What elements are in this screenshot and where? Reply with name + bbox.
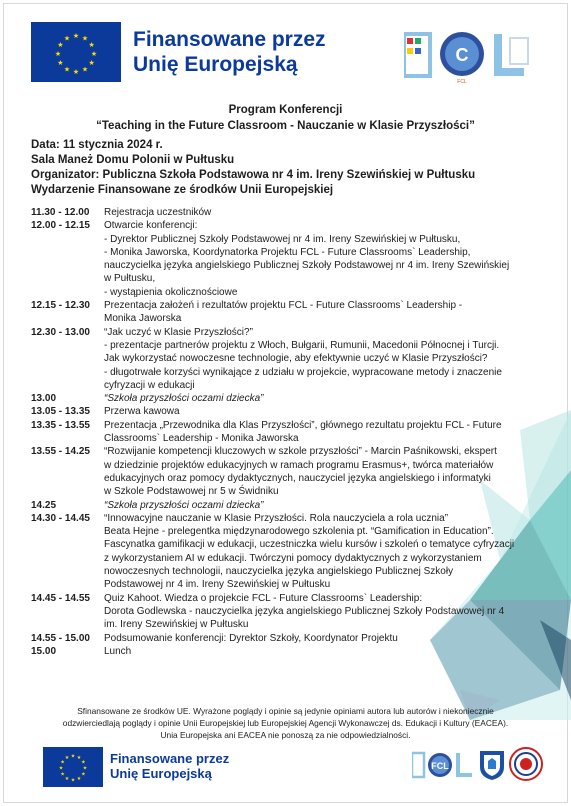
schedule-time: 14.30 - 14.45 xyxy=(31,512,90,524)
schedule-time: 13.55 - 14.25 xyxy=(31,446,90,458)
svg-text:★: ★ xyxy=(60,771,65,778)
schedule-line: Prezentacja „Przewodnika dla Klas Przyszłości”, głównego rezultatu projektu FCL - Future xyxy=(104,419,502,431)
schedule-row xyxy=(31,499,546,512)
schedule-line: “Innowacyjne nauczanie w Klasie Przyszłości. Rola nauczyciela a rola ucznia” xyxy=(104,512,449,524)
schedule-line: im. Ireny Szewińskiej w Pułtusku xyxy=(104,619,249,631)
footer-eu-funding-label xyxy=(110,751,229,781)
schedule-row xyxy=(31,219,546,299)
conference-organizer: Organizator: Publiczna Szkoła Podstawowa nr 4 im. Ireny Szewińskiej w Pułtusku xyxy=(31,169,476,181)
schedule-line: Classrooms` Leadership - Monika Jaworska xyxy=(104,433,299,445)
schedule-row xyxy=(31,299,546,326)
schedule-row xyxy=(31,445,546,498)
svg-text:★: ★ xyxy=(57,59,64,67)
footer-fcl-logo-caption: FCL xyxy=(431,761,449,771)
eu-flag-icon xyxy=(31,22,121,82)
schedule-line: - długotrwałe korzyści wynikające z udziału w projekcie, wypracowane metody i znaczenie xyxy=(104,366,502,378)
schedule-line: Prezentacja założeń i rezultatów projektu FCL - Future Classrooms` Leadership - xyxy=(104,300,463,312)
schedule-line: Fascynatka gamifikacji w edukacji, uczestniczka wielu kursów i szkoleń o tematyce cyfryzacji xyxy=(104,539,515,551)
schedule-row xyxy=(31,419,546,446)
svg-text:★: ★ xyxy=(54,50,62,58)
conference-funding: Wydarzenie Finansowane ze środków Unii Europejskiej xyxy=(31,184,334,196)
schedule-description xyxy=(104,645,546,658)
conference-info xyxy=(31,138,475,198)
schedule-line: Lunch xyxy=(104,645,132,657)
eu-funding-label xyxy=(133,27,326,77)
schedule-time: 12.30 - 13.00 xyxy=(31,326,90,338)
svg-text:★: ★ xyxy=(81,771,86,778)
schedule-line: w Pułtusku, xyxy=(104,273,156,285)
school-crest-icon xyxy=(478,749,506,781)
svg-text:★: ★ xyxy=(76,755,82,761)
schedule-line: Quiz Kahoot. Wiedza o projekcie FCL - Future Classrooms` Leadership: xyxy=(104,592,423,604)
schedule-line: - Monika Jaworska, Koordynatorka Projektu FCL - Future Classrooms` Leadership, xyxy=(104,246,471,258)
schedule-line: - wystąpienia okolicznościowe xyxy=(104,286,238,298)
schedule-time: 14.55 - 15.00 xyxy=(31,632,90,644)
svg-text:C: C xyxy=(455,45,469,65)
schedule-description xyxy=(104,632,546,645)
disclaimer-line: Unia Europejska ani EACEA nie ponoszą za nie odpowiedzialności. xyxy=(160,730,411,740)
schedule-description xyxy=(104,445,546,498)
schedule-description xyxy=(104,219,546,299)
school-emblem-icon xyxy=(509,747,543,781)
schedule-description xyxy=(104,419,546,446)
conference-date: Data: 11 stycznia 2024 r. xyxy=(31,139,163,151)
svg-text:★: ★ xyxy=(64,776,70,782)
schedule-description xyxy=(104,499,546,512)
conference-title: “Teaching in the Future Classroom - Nauczanie w Klasie Przyszłości” xyxy=(96,120,475,132)
schedule-time: 13.35 - 13.55 xyxy=(31,419,90,431)
conference-place: Sala Maneż Domu Polonii w Pułtusku xyxy=(31,154,235,166)
schedule-row xyxy=(31,645,546,658)
schedule-line: “Jak uczyć w Klasie Przyszłości?” xyxy=(104,326,253,338)
schedule-description xyxy=(104,206,546,219)
schedule-row xyxy=(31,206,546,219)
schedule-line: “Szkoła przyszłości oczami dziecka” xyxy=(104,499,264,511)
footer-eu-label-line1: Finansowane przez xyxy=(110,751,230,766)
schedule-line: Przerwa kawowa xyxy=(104,406,180,418)
svg-text:★: ★ xyxy=(82,765,88,772)
fcl-logo-caption: FCL xyxy=(457,79,467,84)
schedule-row xyxy=(31,405,546,418)
schedule-line: Otwarcie konferencji: xyxy=(104,220,198,232)
schedule-row xyxy=(31,512,546,592)
schedule-line: w dziedzinie projektów edukacyjnych w ramach programu Erasmus+, twórca materiałów xyxy=(104,459,494,471)
eu-flag-icon xyxy=(43,747,103,787)
schedule-line: “Szkoła przyszłości oczami dziecka” xyxy=(104,393,264,405)
schedule-row xyxy=(31,326,546,392)
footer-fcl-logo-icon xyxy=(412,749,474,781)
svg-text:★: ★ xyxy=(57,41,64,49)
schedule-row xyxy=(31,392,546,405)
schedule-line: cyfryzacji w edukacji xyxy=(104,379,195,391)
schedule-time: 13.05 - 13.35 xyxy=(31,406,90,418)
program-title: Program Konferencji xyxy=(228,104,343,116)
schedule-line: nowoczesnych technologii, nauczycielka języka angielskiego Publicznej Szkoły xyxy=(104,566,454,578)
schedule-row xyxy=(31,632,546,645)
schedule-row xyxy=(31,592,546,632)
svg-text:★: ★ xyxy=(58,765,64,772)
schedule-description xyxy=(104,299,546,326)
schedule-line: Podstawowej nr 4 im. Ireny Szewińskiej w Pułtusku xyxy=(104,579,331,591)
schedule-description xyxy=(104,592,546,632)
schedule-line: Beata Hejne - prelegentka międzynarodowego szkolenia pt. “Gamification in Education”. xyxy=(104,526,494,538)
footer-eu-label-line2: Unię Europejską xyxy=(110,766,212,781)
eu-label-line2: Unię Europejską xyxy=(133,53,298,76)
schedule-line: Jak wykorzystać nowoczesne technologie, aby efektywnie uczyć w Klasie Przyszłości? xyxy=(104,353,488,365)
schedule-time: 11.30 - 12.00 xyxy=(31,207,90,218)
schedule-description xyxy=(104,392,546,405)
schedule-description xyxy=(104,326,546,392)
svg-text:★: ★ xyxy=(63,34,71,43)
svg-text:★: ★ xyxy=(63,65,71,74)
svg-text:★: ★ xyxy=(90,50,98,58)
schedule-line: Dorota Godlewska - nauczycielka języka angielskiego Publicznej Szkoły Podstawowej nr 4 xyxy=(104,605,505,617)
schedule-list xyxy=(31,206,546,658)
schedule-time: 12.00 - 12.15 xyxy=(31,220,90,232)
schedule-line: “Rozwijanie kompetencji kluczowych w szkole przyszłości” - Marcin Paśnikowski, ekspert xyxy=(104,446,497,458)
schedule-time: 12.15 - 12.30 xyxy=(31,300,90,312)
svg-text:★: ★ xyxy=(81,759,86,766)
svg-text:★: ★ xyxy=(88,59,95,67)
schedule-line: edukacyjnych oraz pomocy dydaktycznych, nauczyciel języka angielskiego i informatyki xyxy=(104,472,491,484)
svg-text:★: ★ xyxy=(72,32,80,40)
schedule-line: nauczycielka języka angielskiego Publicznej Szkoły Podstawowej nr 4 im. Ireny Szewińskiej xyxy=(104,260,510,272)
disclaimer-line: odzwierciedlają poglądy i opinie Unii Europejskiej lub Europejskiej Agencji Wykonawczej ds. Edukacji i Kultury (EACEA). xyxy=(62,718,509,728)
schedule-time: 13.00 xyxy=(31,393,57,405)
schedule-description xyxy=(104,405,546,418)
schedule-line: - Dyrektor Publicznej Szkoły Podstawowej nr 4 im. Ireny Szewińskiej w Pułtusku, xyxy=(104,233,461,245)
svg-text:★: ★ xyxy=(76,776,82,782)
svg-text:★: ★ xyxy=(60,759,65,766)
schedule-line: w Szkole Podstawowej nr 5 w Świdniku xyxy=(104,486,279,498)
schedule-time: 14.25 xyxy=(31,499,57,511)
schedule-line: Rejestracja uczestników xyxy=(104,207,212,218)
svg-text:★: ★ xyxy=(88,41,95,49)
svg-text:★: ★ xyxy=(81,65,89,74)
svg-text:★: ★ xyxy=(70,777,76,784)
fcl-logo-icon xyxy=(404,28,532,84)
schedule-line: Monika Jaworska xyxy=(104,313,182,325)
schedule-time: 14.45 - 14.55 xyxy=(31,592,90,604)
svg-text:★: ★ xyxy=(70,753,76,760)
schedule-line: Podsumowanie konferencji: Dyrektor Szkoły, Koordynator Projektu xyxy=(104,632,398,644)
schedule-description xyxy=(104,512,546,592)
schedule-line: z wykorzystaniem AI w edukacji. Twórczyni pomocy dydaktycznych z wykorzystaniem xyxy=(104,552,482,564)
svg-text:★: ★ xyxy=(64,755,70,761)
disclaimer-line: Sfinansowane ze środków UE. Wyrażone poglądy i opinie są jedynie opiniami autora lub autorów i niekoniecznie xyxy=(77,706,494,716)
svg-text:★: ★ xyxy=(72,68,80,76)
eu-label-line1: Finansowane przez xyxy=(133,28,326,51)
eu-disclaimer xyxy=(0,705,571,741)
schedule-time: 15.00 xyxy=(31,645,57,657)
schedule-line: - prezentacje partnerów projektu z Włoch, Bułgarii, Rumunii, Macedonii Północnej i Turcji. xyxy=(104,339,500,351)
svg-text:★: ★ xyxy=(81,34,89,43)
